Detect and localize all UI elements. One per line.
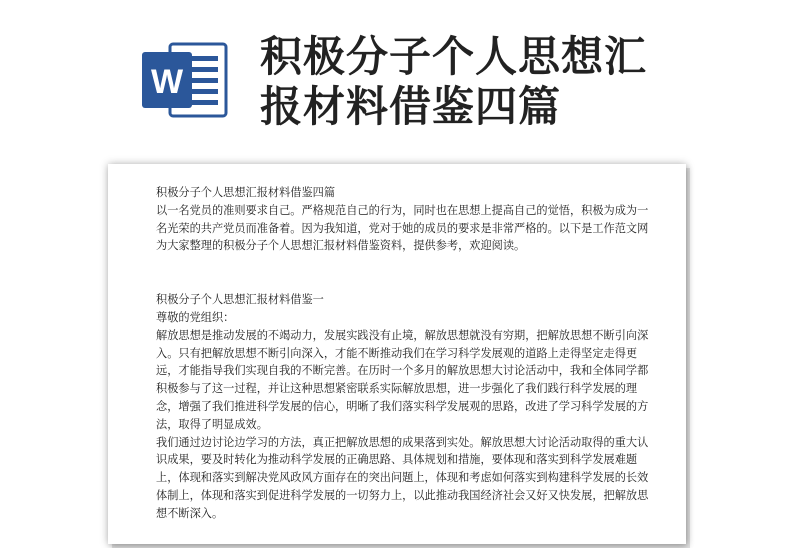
- title-line-2: 报材料借鉴四篇: [260, 82, 562, 131]
- doc-heading: 积极分子个人思想汇报材料借鉴四篇: [156, 186, 336, 199]
- title-line-1: 积极分子个人思想汇: [260, 32, 648, 81]
- doc-intro: 以一名党员的准则要求自己。严格规范自己的行为，同时也在思想上提高自己的觉悟，积极为成为一名光荣的共产党员而准备着。因为我知道，党对于她的成员的要求是非常严格的。以下是工作范文网为大家整理的积极分子个人思想汇报材料借鉴资料，提供参考，欢迎阅读。: [156, 203, 649, 253]
- document-page: [108, 164, 686, 544]
- page-title: [260, 32, 780, 132]
- salutation: 尊敬的党组织：: [156, 310, 235, 324]
- document-body: [156, 184, 652, 523]
- section-title: 积极分子个人思想汇报材料借鉴一: [156, 293, 324, 307]
- paragraph-gap: [156, 255, 652, 291]
- word-icon-letter: W: [150, 63, 184, 101]
- body-paragraph: 解放思想是推动发展的不竭动力，发展实践没有止境，解放思想就没有穷期，把解放思想不断引向深入。只有把解放思想不断引向深入，才能不断推动我们在学习科学发展观的道路上走得坚定走得更远，才能指导我们实现自我的不断完善。在历时一个多月的解放思想大讨论活动中，我和全体同学都积极参与了这一过程，并让这种思想紧密联系实际解放思想，进一步强化了我们践行科学发展的理念，增强了我们推进科学发展的信心，明晰了我们落实科学发展观的思路，改进了学习科学发展的方法，取得了明显成效。: [156, 328, 649, 431]
- body-paragraph: 我们通过边讨论边学习的方法，真正把解放思想的成果落到实处。解放思想大讨论活动取得的重大认识成果，要及时转化为推动科学发展的正确思路、具体规划和措施，要体现和落实到科学发展难题上，体现和落实到解决党风政风方面存在的突出问题上，体现和考虑如何落实到构建科学发展的长效体制上，体现和落实到促进科学发展的一切努力上，以此推动我国经济社会又好又快发展，把解放思想不断深入。: [156, 435, 649, 520]
- word-doc-icon: [140, 40, 230, 120]
